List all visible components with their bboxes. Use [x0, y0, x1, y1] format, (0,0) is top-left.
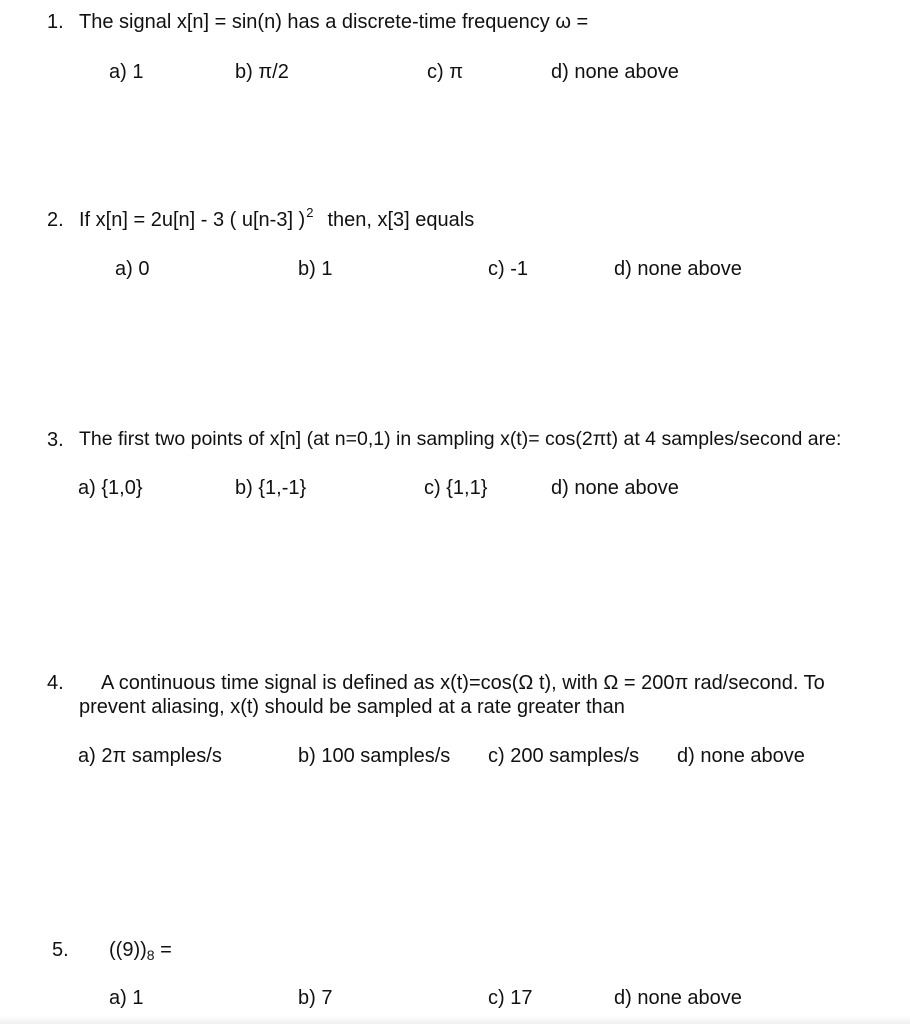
question-5-choice-d: d) none above: [614, 987, 742, 1009]
question-2-text: [79, 205, 475, 231]
question-2-number: 2.: [47, 209, 64, 231]
question-5-equals: =: [154, 939, 172, 961]
page-bottom-edge: [0, 1016, 910, 1024]
question-5-choice-b: b) 7: [298, 987, 333, 1009]
question-5-text: [109, 939, 172, 963]
question-2-choice-b: b) 1: [298, 258, 333, 280]
question-3-choice-a: a) {1,0}: [78, 477, 143, 499]
question-1-choice-b: b) π/2: [235, 61, 289, 83]
question-3-text: The first two points of x[n] (at n=0,1) in sampling x(t)= cos(2πt) at 4 samples/second are:: [79, 428, 842, 450]
question-4-choice-d: d) none above: [677, 745, 805, 767]
question-3-choice-c: c) {1,1}: [424, 477, 488, 499]
question-4-choice-c: c) 200 samples/s: [488, 745, 640, 767]
question-4-text-continued: prevent aliasing, x(t) should be sampled at a rate greater than: [79, 696, 625, 718]
question-4-choice-a: a) 2π samples/s: [78, 745, 222, 767]
question-4-choice-b: b) 100 samples/s: [298, 745, 451, 767]
question-1-number: 1.: [47, 11, 64, 33]
question-4-text: A continuous time signal is defined as x(t)=cos(Ω t), with Ω = 200π rad/second. To: [101, 672, 825, 694]
question-3-choice-b: b) {1,-1}: [235, 477, 307, 499]
question-1-choice-d: d) none above: [551, 61, 679, 83]
question-2-expression: If x[n] = 2u[n] - 3 ( u[n-3] ): [79, 209, 306, 231]
question-5-choice-c: c) 17: [488, 987, 533, 1009]
question-2-choice-d: d) none above: [614, 258, 742, 280]
question-5-choice-a: a) 1: [109, 987, 144, 1009]
question-5-subscript: 8: [146, 947, 155, 963]
question-5-expression: ((9)): [109, 939, 147, 961]
question-1-text: The signal x[n] = sin(n) has a discrete-time frequency ω =: [79, 11, 589, 33]
question-3-number: 3.: [47, 429, 64, 451]
question-4-number: 4.: [47, 672, 64, 694]
question-2-choice-a: a) 0: [115, 258, 150, 280]
question-5-number: 5.: [52, 939, 69, 961]
question-1-choice-c: c) π: [427, 61, 464, 83]
question-2-exponent: 2: [306, 205, 314, 220]
question-2-text-continued: then, x[3] equals: [327, 209, 475, 231]
question-2-choice-c: c) -1: [488, 258, 528, 280]
question-1-choice-a: a) 1: [109, 61, 144, 83]
question-3-choice-d: d) none above: [551, 477, 679, 499]
